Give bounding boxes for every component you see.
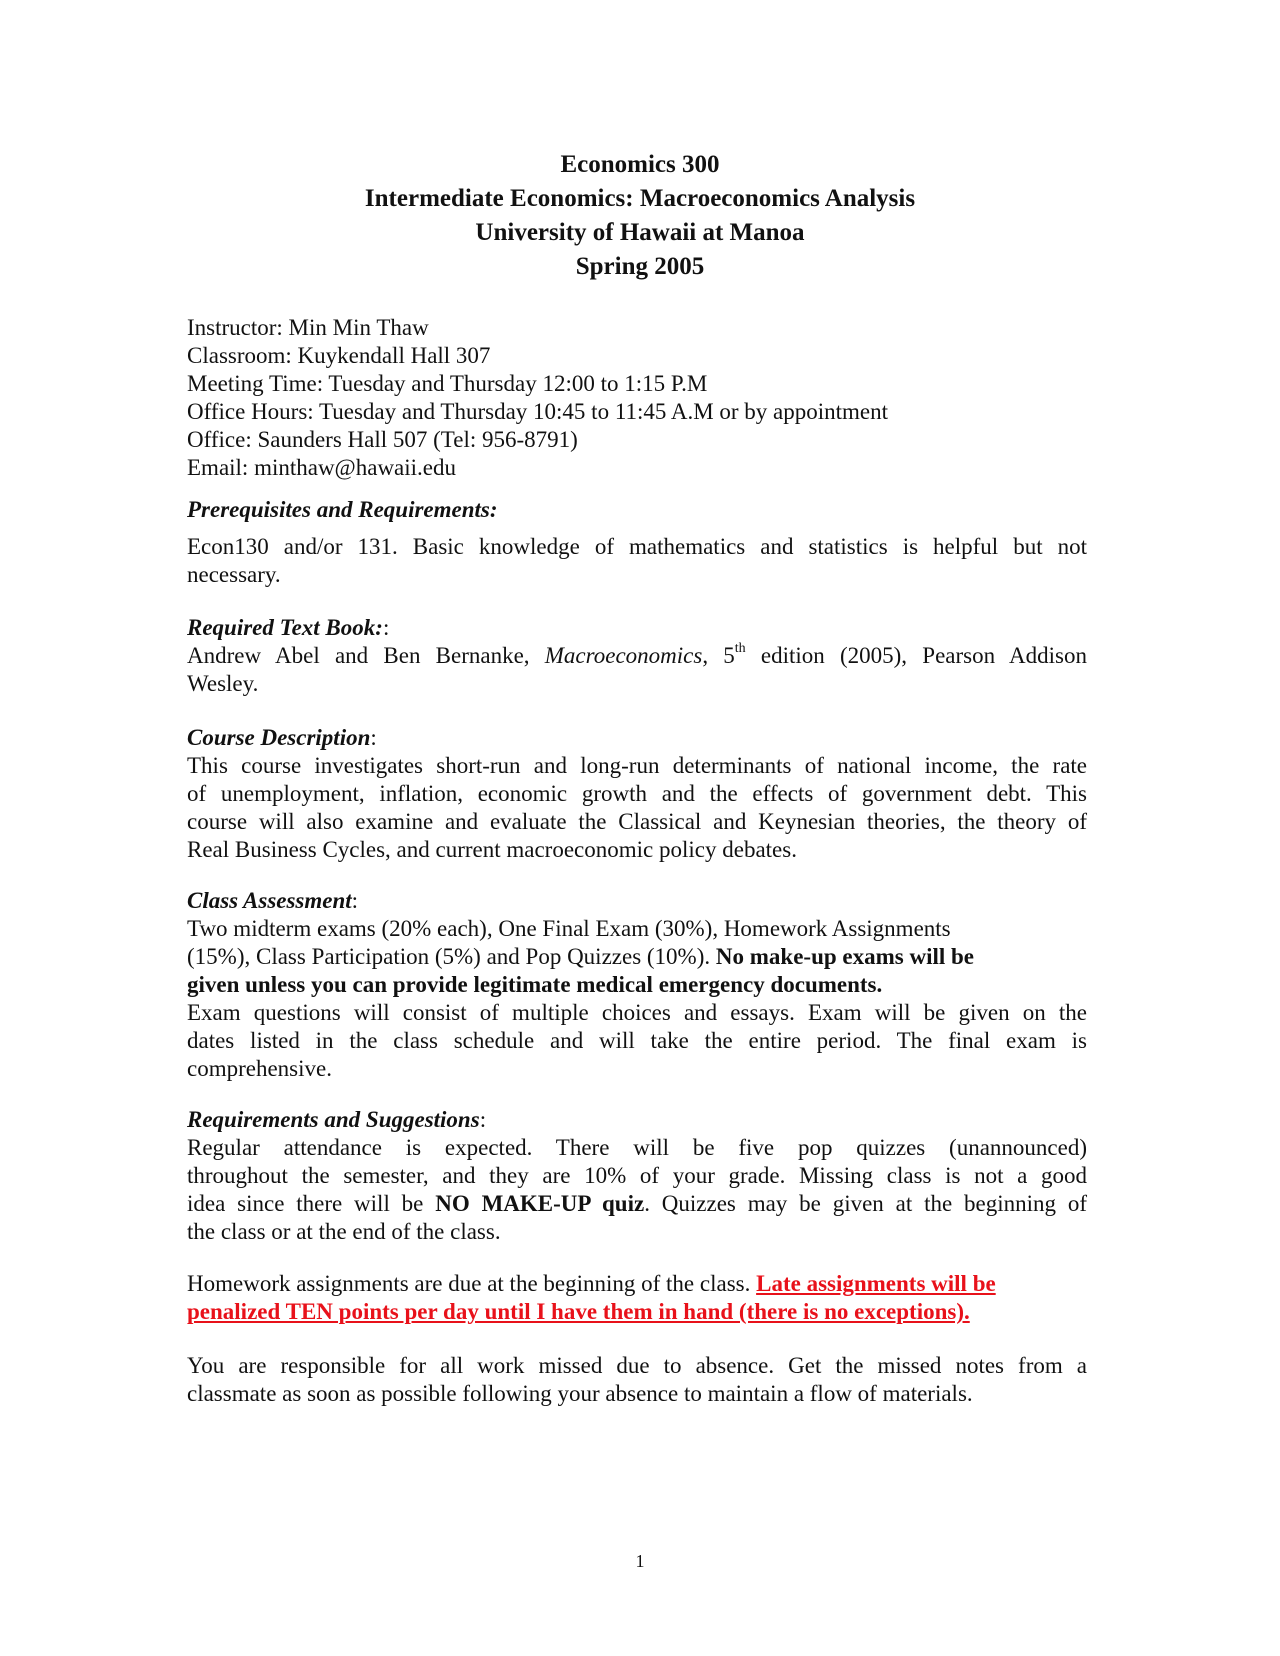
- requirements-line-3-end: . Quizzes may be given at the beginning of: [644, 1191, 1088, 1216]
- homework-due: Homework assignments are due at the beginning of the class.: [187, 1271, 757, 1296]
- textbook-title: Macroeconomics: [544, 643, 703, 668]
- prerequisites-heading: Prerequisites and Requirements:: [187, 497, 498, 522]
- no-makeup-warning-cont: given unless you can provide legitimate medical emergency documents.: [187, 972, 883, 997]
- description-heading-line: [187, 724, 1087, 752]
- prerequisites-line-2: necessary.: [187, 562, 281, 587]
- late-penalty-warning: Late assignments will be: [756, 1271, 996, 1296]
- assessment-heading-line: [187, 887, 1087, 915]
- textbook-authors: Andrew Abel and Ben Bernanke,: [187, 643, 545, 668]
- absence-line-1: You are responsible for all work missed due to absence. Get the missed notes from a: [187, 1353, 1087, 1378]
- textbook-line-1: [187, 642, 1087, 670]
- course-title: Intermediate Economics: Macroeconomics Analysis: [364, 185, 916, 212]
- page-number: 1: [635, 1551, 645, 1571]
- description-line-1: This course investigates short-run and long-run determinants of national income, the rate: [187, 753, 1087, 778]
- description-line-2: of unemployment, inflation, economic growth and the effects of government debt. This: [187, 781, 1087, 806]
- textbook-heading-line: [187, 614, 1087, 642]
- requirements-line-3: [187, 1190, 1087, 1218]
- assessment-line-3: [187, 971, 1087, 999]
- no-makeup-warning: No make-up exams will be: [715, 944, 975, 969]
- assessment-weights: (15%), Class Participation (5%) and Pop Quizzes (10%).: [187, 944, 716, 969]
- textbook-edition-number: , 5: [702, 643, 735, 668]
- homework-line-2: [187, 1298, 1087, 1326]
- requirements-heading-colon: :: [479, 1107, 487, 1132]
- prerequisites-body: [187, 533, 1087, 589]
- textbook-heading-colon: :: [382, 615, 390, 640]
- assessment-section: [187, 887, 1087, 1083]
- classroom-line: Classroom: Kuykendall Hall 307: [187, 343, 491, 368]
- assessment-line-6: comprehensive.: [187, 1056, 332, 1081]
- term: Spring 2005: [575, 253, 705, 280]
- course-number: Economics 300: [560, 151, 720, 178]
- office-hours-line: Office Hours: Tuesday and Thursday 10:45 to 11:45 A.M or by appointment: [187, 399, 889, 424]
- requirements-line-4: the class or at the end of the class.: [187, 1219, 501, 1244]
- textbook-section: [187, 614, 1087, 698]
- course-info: [187, 314, 1087, 482]
- requirements-line-3-start: idea since there will be: [187, 1191, 436, 1216]
- assessment-line-4: Exam questions will consist of multiple choices and essays. Exam will be given on the: [187, 1000, 1087, 1025]
- requirements-heading-line: [187, 1106, 1087, 1134]
- requirements-heading: Requirements and Suggestions: [187, 1107, 480, 1132]
- prerequisites-line-1: Econ130 and/or 131. Basic knowledge of mathematics and statistics is helpful but not: [187, 534, 1087, 559]
- textbook-edition-suffix: th: [734, 641, 746, 657]
- description-line-3: course will also examine and evaluate the Classical and Keynesian theories, the theory of: [187, 809, 1087, 834]
- prerequisites-section: [187, 496, 1087, 524]
- assessment-line-5: dates listed in the class schedule and will take the entire period. The final exam is: [187, 1028, 1087, 1053]
- requirements-section: [187, 1106, 1087, 1246]
- textbook-line-2: Wesley.: [187, 671, 259, 696]
- textbook-heading: Required Text Book:: [187, 615, 383, 640]
- office-line: Office: Saunders Hall 507 (Tel: 956-8791): [187, 427, 578, 452]
- absence-section: [187, 1352, 1087, 1408]
- textbook-edition-publisher: edition (2005), Pearson Addison: [745, 643, 1087, 668]
- requirements-line-2: throughout the semester, and they are 10% of your grade. Missing class is not a good: [187, 1163, 1087, 1188]
- meeting-time-line: Meeting Time: Tuesday and Thursday 12:00 to 1:15 P.M: [187, 371, 708, 396]
- assessment-line-1: Two midterm exams (20% each), One Final Exam (30%), Homework Assignments: [187, 916, 951, 941]
- assessment-line-2: [187, 943, 1087, 971]
- homework-line-1: [187, 1270, 1087, 1298]
- assessment-heading: Class Assessment: [187, 888, 352, 913]
- description-heading-colon: :: [370, 725, 377, 750]
- university-name: University of Hawaii at Manoa: [475, 219, 805, 246]
- description-heading: Course Description: [187, 725, 371, 750]
- no-makeup-quiz: NO MAKE-UP quiz: [435, 1191, 645, 1216]
- description-section: [187, 724, 1087, 864]
- assessment-heading-colon: :: [351, 888, 359, 913]
- requirements-line-1: Regular attendance is expected. There will be five pop quizzes (unannounced): [187, 1135, 1087, 1160]
- email-line: Email: minthaw@hawaii.edu: [187, 455, 457, 480]
- homework-section: [187, 1270, 1087, 1326]
- title-block: [0, 148, 1280, 284]
- description-line-4: Real Business Cycles, and current macroeconomic policy debates.: [187, 837, 797, 862]
- instructor-line: Instructor: Min Min Thaw: [187, 315, 429, 340]
- late-penalty-warning-cont: penalized TEN points per day until I have them in hand (there is no exceptions).: [187, 1299, 970, 1324]
- absence-line-2: classmate as soon as possible following your absence to maintain a flow of materials.: [187, 1381, 973, 1406]
